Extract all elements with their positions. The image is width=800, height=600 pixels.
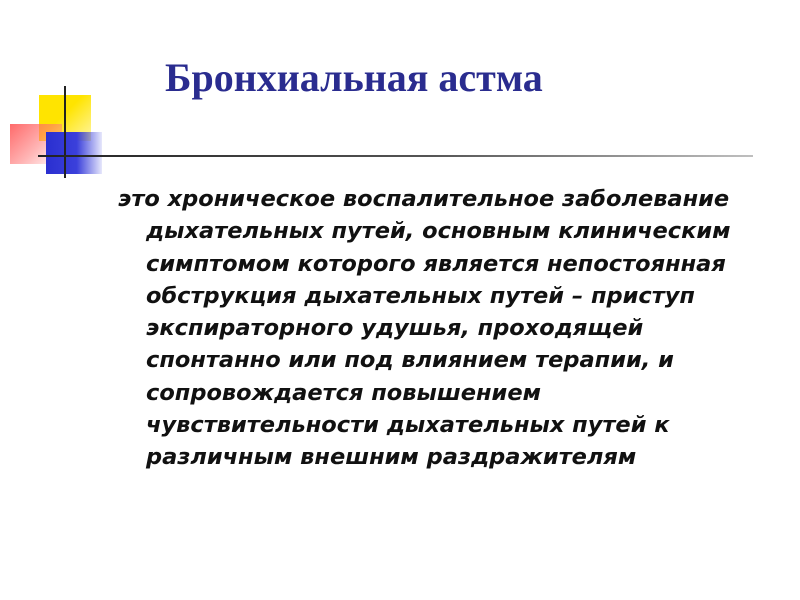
definition-text: это хроническое воспалительное заболевание дыхательных путей, основным клиническим симптомом которого является непостоянная обструкция дыхательных путей – приступ экспираторного удушья, проходящей спонтанно или под влиянием терапии, и сопровождается повышением чувствительности дыхательных путей к различным внешним раздражителям: [118, 186, 731, 471]
slide-title: Бронхиальная астма: [165, 55, 543, 100]
horizontal-rule: [38, 155, 753, 157]
vertical-rule: [64, 86, 66, 178]
blue-square: [46, 132, 102, 174]
